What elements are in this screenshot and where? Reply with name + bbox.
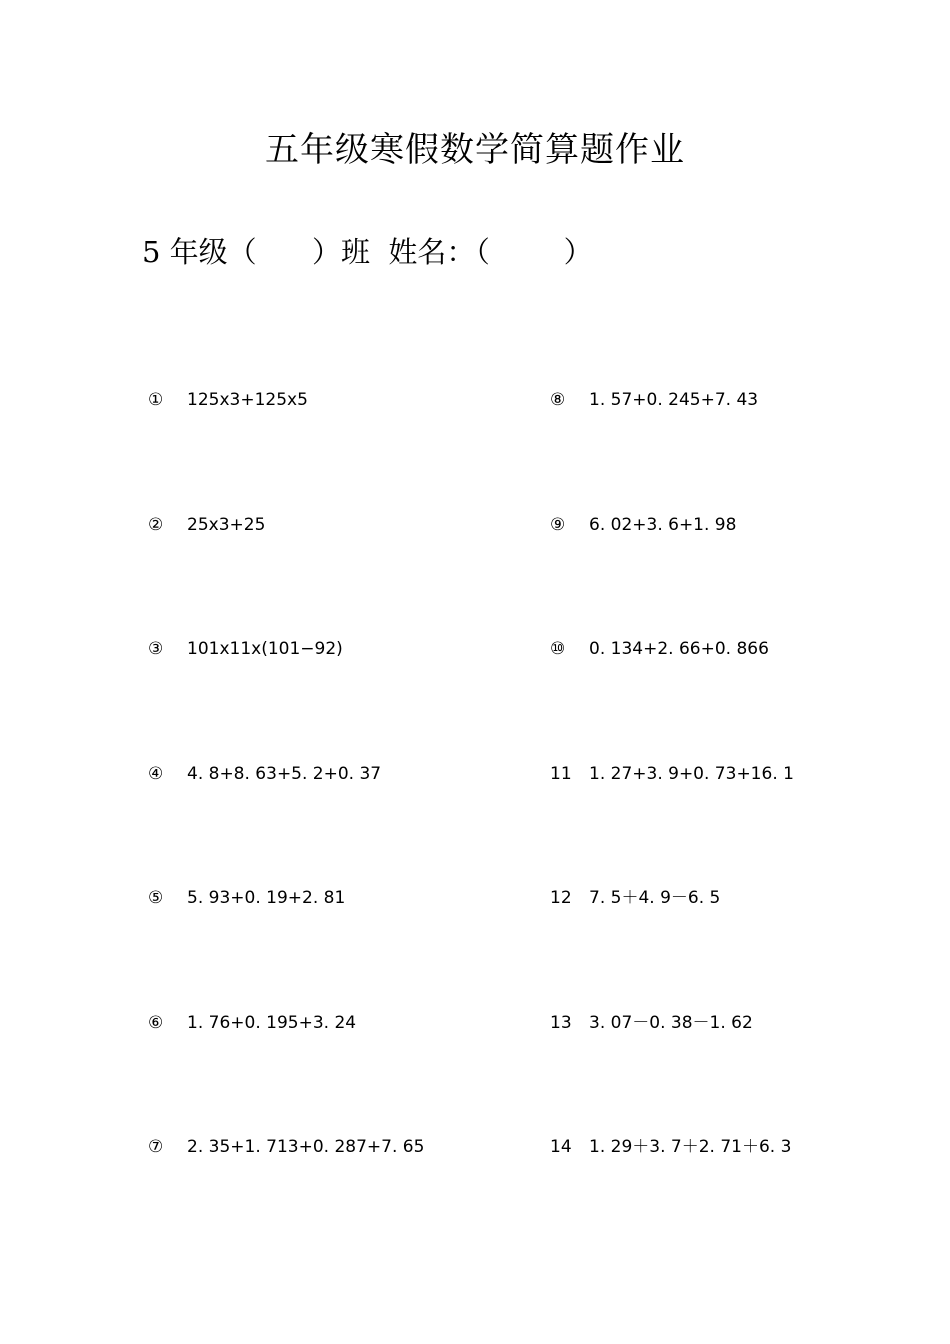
problem-number: ④ [148, 763, 164, 784]
problem-expression: 1. 76+0. 195+3. 24 [187, 1012, 357, 1033]
problem-expression: 5. 93+0. 19+2. 81 [187, 888, 346, 908]
problem-expression: 25x3+25 [187, 514, 266, 535]
problem-number: ③ [148, 639, 164, 659]
problem-item [550, 760, 950, 885]
problem-item [148, 884, 548, 1009]
problem-number: 11 [550, 763, 572, 784]
problem-item [550, 1133, 950, 1258]
problem-number: ② [148, 514, 164, 535]
problem-item [148, 1133, 548, 1258]
problem-expression: 101x11x(101−92) [187, 639, 343, 659]
problem-item [550, 884, 950, 1009]
problem-expression: 4. 8+8. 63+5. 2+0. 37 [187, 763, 382, 784]
problem-number: ⑦ [148, 1137, 164, 1157]
problem-number: 12 [550, 888, 572, 908]
problem-item [148, 511, 548, 636]
problem-number: 14 [550, 1137, 572, 1157]
problem-item [148, 635, 548, 760]
problem-item [148, 760, 548, 885]
problem-item [550, 386, 950, 511]
problem-item [550, 511, 950, 636]
problem-number: ⑨ [550, 514, 566, 535]
problem-expression: 0. 134+2. 66+0. 866 [589, 639, 769, 659]
problem-number: ⑧ [550, 390, 566, 410]
problem-number: ⑩ [550, 639, 566, 659]
problem-expression: 1. 27+3. 9+0. 73+16. 1 [589, 763, 794, 784]
problems-left-column [148, 386, 548, 1258]
problem-item [148, 386, 548, 511]
problem-item [550, 635, 950, 760]
problem-expression: 3. 07－0. 38－1. 62 [589, 1012, 753, 1033]
page-title: 五年级寒假数学简算题作业 [265, 130, 685, 170]
problem-expression: 2. 35+1. 713+0. 287+7. 65 [187, 1137, 425, 1157]
student-info-line: 5 年级（ ）班 姓名：（ ） [142, 235, 593, 269]
problem-item [148, 1009, 548, 1134]
problem-number: 13 [550, 1012, 572, 1033]
problem-number: ⑥ [148, 1012, 164, 1033]
problem-item [550, 1009, 950, 1134]
problems-right-column [550, 386, 950, 1258]
problem-expression: 7. 5＋4. 9－6. 5 [589, 888, 721, 908]
problem-expression: 125x3+125x5 [187, 390, 308, 410]
problem-number: ⑤ [148, 888, 164, 908]
problem-expression: 6. 02+3. 6+1. 98 [589, 514, 737, 535]
problem-number: ① [148, 390, 164, 410]
problem-expression: 1. 29＋3. 7＋2. 71＋6. 3 [589, 1137, 792, 1157]
problem-expression: 1. 57+0. 245+7. 43 [589, 390, 759, 410]
